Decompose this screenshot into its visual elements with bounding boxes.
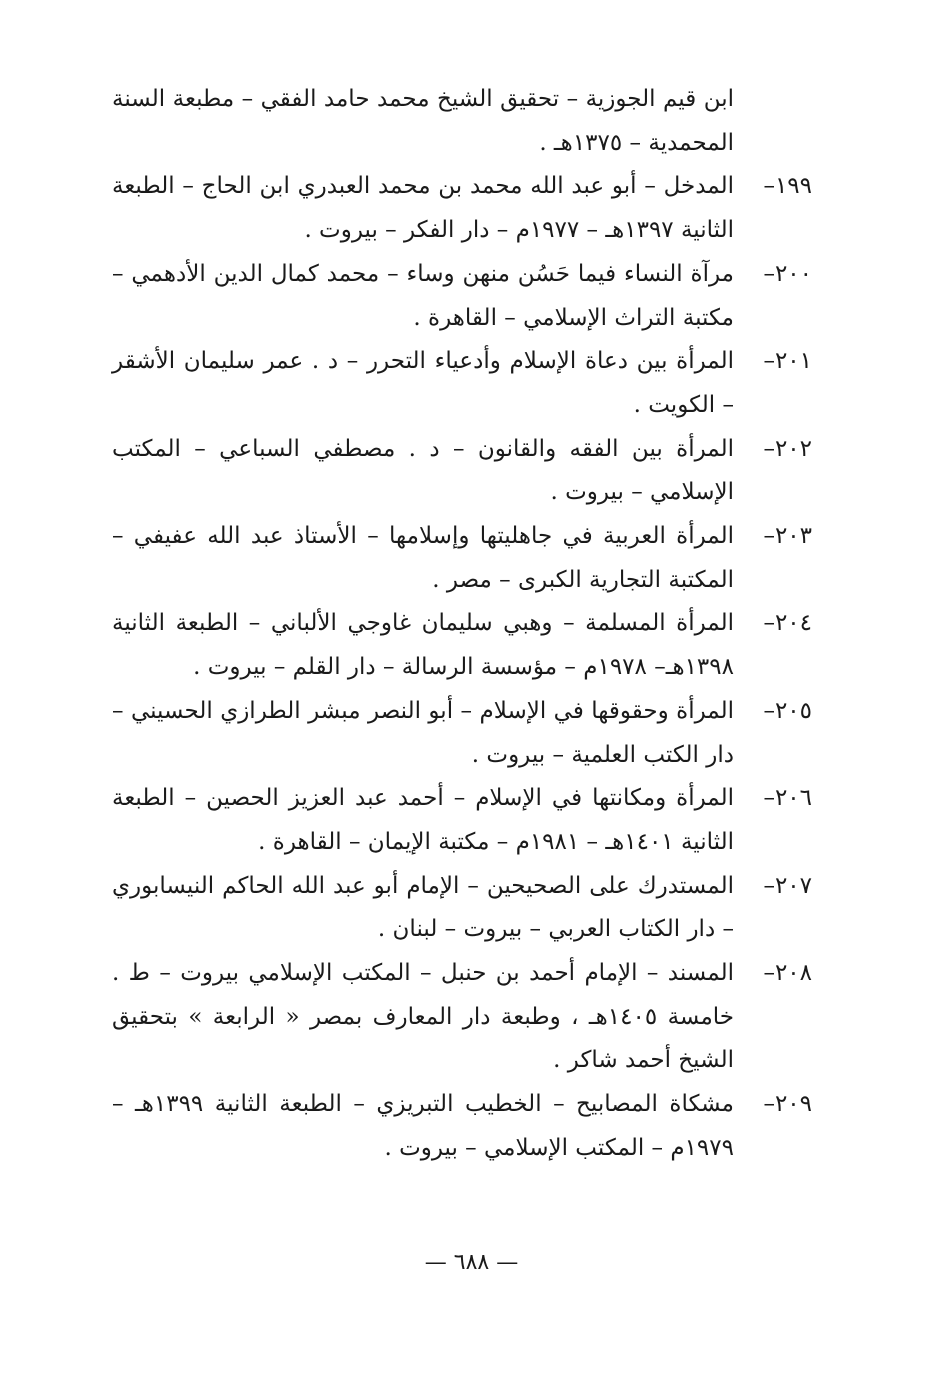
page-number: — ٦٨٨ — [424, 1250, 519, 1275]
bibliography-entry [112, 428, 812, 515]
entry-number: ١٩٩– [763, 173, 812, 200]
entry-text: ابن قيم الجوزية – تحقيق الشيخ محمد حامد الفقي – مطبعة السنة المحمدية – ١٣٧٥هـ . [112, 86, 734, 156]
bibliography-entry [112, 865, 812, 952]
entry-number: ٢٠٦– [763, 785, 812, 812]
entry-number: ٢٠٠– [763, 260, 812, 287]
entry-text: المدخل – أبو عبد الله محمد بن محمد العبدري ابن الحاج – الطبعة الثانية ١٣٩٧هـ – ١٩٧٧م – دار الفكر – بيروت . [112, 173, 734, 244]
bibliography-entry [112, 515, 812, 602]
entry-text: مشكاة المصابيح – الخطيب التبريزي – الطبعة الثانية ١٣٩٩هـ – ١٩٧٩م – المكتب الإسلامي – بيروت . [112, 1091, 734, 1161]
bibliography-entry [112, 602, 812, 689]
entry-number: ٢٠٨– [763, 960, 812, 987]
bibliography-entry [112, 690, 812, 777]
entry-number: ٢٠٢– [763, 435, 812, 462]
entry-text: المرأة ومكانتها في الإسلام – أحمد عبد العزيز الحصين – الطبعة الثانية ١٤٠١هـ – ١٩٨١م – مكتبة الإيمان – القاهرة . [112, 785, 734, 855]
entry-text: مرآة النساء فيما حَسُن منهن وساء – محمد كمال الدين الأدهمي – مكتبة التراث الإسلامي – القاهرة . [112, 260, 734, 331]
entry-number: ٢٠١– [763, 348, 812, 375]
bibliography-entry [112, 165, 812, 252]
entry-text: المرأة بين دعاة الإسلام وأدعياء التحرر – د . عمر سليمان الأشقر – الكويت . [112, 348, 734, 418]
entry-text: المرأة العربية في جاهليتها وإسلامها – الأستاذ عبد الله عفيفي – المكتبة التجارية الكبرى – مصر . [112, 523, 734, 593]
entry-number: ٢٠٥– [763, 697, 812, 724]
bibliography-entry [112, 777, 812, 864]
bibliography-entry [112, 78, 812, 165]
bibliography-entry [112, 1083, 812, 1170]
entry-text: المرأة بين الفقه والقانون – د . مصطفي السباعي – المكتب الإسلامي – بيروت . [112, 435, 734, 506]
bibliography-entry [112, 952, 812, 1083]
bibliography-entry [112, 253, 812, 340]
entry-number: ٢٠٣– [763, 523, 812, 550]
bibliography-list [112, 78, 812, 1171]
entry-text: المستدرك على الصحيحين – الإمام أبو عبد الله الحاكم النيسابوري – دار الكتاب العربي – بيروت – لبنان . [112, 872, 734, 943]
entry-text: المرأة وحقوقها في الإسلام – أبو النصر مبشر الطرازي الحسيني – دار الكتب العلمية – بيروت . [112, 697, 734, 768]
entry-text: المسند – الإمام أحمد بن حنبل – المكتب الإسلامي بيروت – ط . خامسة ١٤٠٥هـ ، وطبعة دار المعارف بمصر « الرابعة » بتحقيق الشيخ أحمد شاكر . [112, 960, 734, 1074]
bibliography-entry [112, 340, 812, 427]
entry-number: ٢٠٩– [763, 1091, 812, 1118]
entry-text: المرأة المسلمة – وهبي سليمان غاوجي الألباني – الطبعة الثانية ١٣٩٨هـ– ١٩٧٨م – مؤسسة الرسالة – دار القلم – بيروت . [112, 610, 734, 681]
entry-number: ٢٠٤– [763, 610, 812, 637]
entry-number: ٢٠٧– [763, 872, 812, 899]
